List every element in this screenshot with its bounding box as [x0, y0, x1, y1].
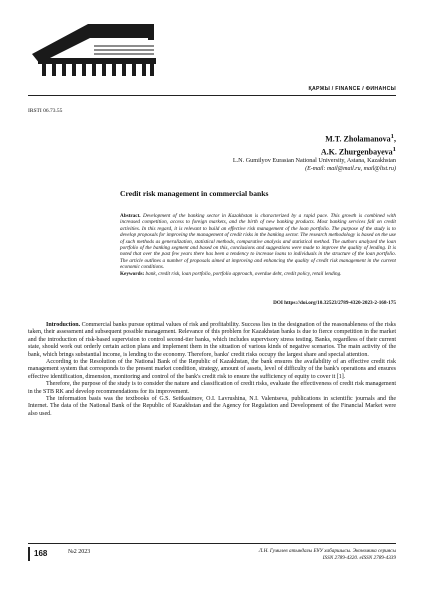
- body-paragraph: Introduction. Commercial banks pursue optimal values of risk and profitability. Success lies in the designation of the reasonableness of the risks taken, their assessment and subsequent possible management. Relevance of this problem for Kazakhstan banks is due to fierce competition in the market and the introduction of risk-based supervision to control second-tier banks, which includes supervisory stress testing. Banks, regardless of their current state, should work out orderly certain action plans and implement them in the situation of various kinds of negative scenarios. The main activity of the bank, which brings substantial income, is lending to the economy. Therefore, banks' credit risks occupy the largest share and special attention.: [28, 322, 396, 358]
- body-paragraph: The information basis was the textbooks of G.S. Seitkasimov, O.I. Lavrushina, N.I. Valentseva, publications in scientific journals and the Internet. The data of the National Bank of the Republic of Kazakhstan and the Agency for Regulation and Development of the Financial Market were also used.: [28, 396, 396, 417]
- author-1: M.T. Zholamanova$^1$,: [325, 133, 396, 144]
- journal-issn: ISSN 2789-4320. eISSN 2789-4339: [322, 554, 396, 561]
- abstract: [120, 213, 396, 277]
- keywords-label: Keywords:: [120, 270, 145, 277]
- abstract-text: Development of the banking sector in Kazakhstan is characterized by a rapid pace. This growth is combined with increased competition, access to foreign markets, and the birth of new banking products. Most banking services fall on credit activities. In this regard, it is relevant to build an effective risk management of the loan portfolio. The purpose of the study is to develop proposals for improving the management of credit risks in the banking sector. The research methodology is based on the use of such methods as generalization, statistical methods, comparative analysis and statistical method. The authors analyzed the loan portfolio of the banking segment and based on this, conclusions and suggestions were made to improve the quality of lending. It is noted that over the past few years there has been a tendency to increase loans to individuals in the structure of the loan portfolio. The article outlines a number of proposals aimed at improving and enhancing the quality of credit risk management in the current economic conditions.: [120, 213, 396, 271]
- affiliation: L.N. Gumilyov Eurasian National University, Astana, Kazakhstan: [232, 157, 396, 165]
- university-logo: [28, 14, 158, 78]
- header-rule: [28, 95, 396, 96]
- issue-number: №2 2023: [68, 549, 91, 555]
- abstract-label: Abstract.: [120, 213, 141, 219]
- author-2: A.K. Zhurgenbayeva$^1$: [320, 145, 396, 157]
- journal-info: [166, 548, 396, 561]
- irsti-code: IRSTI 06.73.55: [28, 108, 63, 114]
- journal-name: Л.Н. Гумилев атындағы ЕҰУ хабаршысы. Экономика сериясы: [258, 548, 396, 554]
- page-number: 168: [34, 549, 48, 558]
- article-body: [28, 322, 396, 418]
- article-title: Credit risk management in commercial banks: [120, 189, 269, 198]
- section-label: ҚАРЖЫ / FINANCE / ФИНАНСЫ: [308, 86, 396, 92]
- author-emails: (E-mail: mail@mail.ru, mail@list.ru): [305, 166, 396, 173]
- author-block: [233, 132, 396, 173]
- body-paragraph: Therefore, the purpose of the study is to consider the nature and classification of credit risks, evaluate the effectiveness of credit risk management in the STB RK and develop recommendations for its improvement.: [28, 381, 396, 395]
- page-footer: [28, 547, 396, 567]
- keywords-text: bank, credit risk, loan portfolio, portfolio approach, overdue debt, credit policy, retail lending.: [145, 270, 342, 277]
- page-number-marker: [28, 547, 30, 561]
- footer-rule: [28, 543, 396, 544]
- body-paragraph: According to the Resolution of the National Bank of the Republic of Kazakhstan, the bank ensures the availability of an effective credit risk management system that corresponds to the present market condition, strategy, amount of assets, level of difficulty of the bank's operations and ensures effective identification, dimension, monitoring and control of the bank's credit risk to ensure the sufficiency of equity to cover it [1].: [28, 359, 396, 380]
- doi-link[interactable]: DOI https://doi.org/10.32523/2789-4320-2023-2-168-175: [273, 300, 396, 306]
